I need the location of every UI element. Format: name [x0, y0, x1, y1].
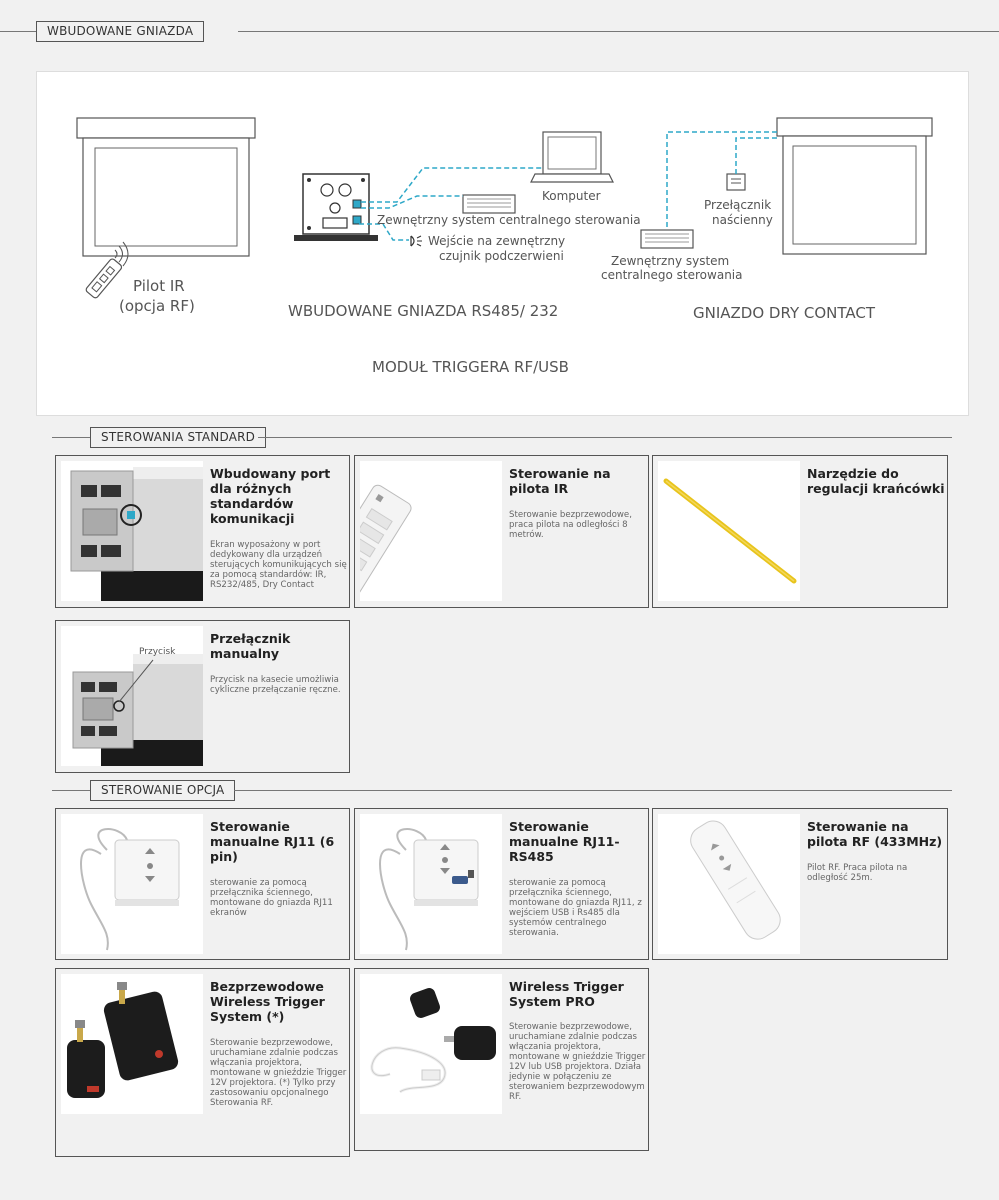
- card-description: Pilot RF. Praca pilota na odległość 25m.: [807, 863, 908, 883]
- wireless-trigger-icon: [61, 974, 203, 1114]
- computer-label: Komputer: [542, 189, 601, 203]
- button-callout-label: Przycisk: [139, 647, 176, 657]
- ir-remote-icon: [85, 258, 123, 299]
- projection-screen-right-icon: [777, 118, 932, 254]
- central-control-box-icon: [463, 195, 515, 213]
- product-card-rj11-rs485: [354, 808, 649, 960]
- product-card-limit-tool: [652, 455, 948, 608]
- product-image: [360, 461, 502, 601]
- product-image: [360, 974, 502, 1114]
- section-divider: [52, 437, 90, 438]
- product-image: [658, 461, 800, 601]
- projection-screen-left-icon: [77, 118, 255, 256]
- wall-switch-rs485-icon: [360, 814, 502, 954]
- product-image: [61, 814, 203, 954]
- wall-switch-label: Przełącznik: [704, 198, 772, 212]
- card-title: Sterowanie na pilota IR: [509, 466, 611, 496]
- card-title: Narzędzie do regulacji krańcówki: [807, 466, 945, 496]
- section-title-opcja: STEROWANIE OPCJA: [90, 780, 235, 801]
- external-system-label: Zewnętrzny system centralnego sterowania: [377, 213, 641, 227]
- product-card-port: [55, 455, 350, 608]
- adjustment-tool-icon: [658, 461, 800, 601]
- external-system-2-label: Zewnętrzny system: [611, 254, 730, 268]
- product-image: [658, 814, 800, 954]
- section-title-gniazda: WBUDOWANE GNIAZDA: [36, 21, 204, 42]
- trigger-module-label: MODUŁ TRIGGERA RF/USB: [372, 358, 569, 376]
- card-title: Wbudowany port dla różnych standardów komunikacji: [210, 466, 331, 526]
- product-image: [61, 626, 203, 766]
- wall-switch-rj11-icon: [61, 814, 203, 954]
- section-divider: [258, 437, 952, 438]
- card-description: Ekran wyposażony w port dedykowany dla urządzeń sterujących komunikujących się za pomocą standardów: IR, RS232/485, Dry Contact: [210, 540, 347, 590]
- product-card-rf-remote: [652, 808, 948, 960]
- dry-contact-label: GNIAZDO DRY CONTACT: [693, 304, 876, 322]
- product-image: [61, 974, 203, 1114]
- card-title: Sterowanie manualne RJ11 (6 pin): [210, 819, 335, 864]
- rf-remote-control-icon: [658, 814, 800, 954]
- ir-sensor-label-2: czujnik podczerwieni: [439, 249, 564, 263]
- product-card-ir-remote: [354, 455, 649, 608]
- connection-diagram: [36, 71, 969, 416]
- product-card-manual-switch: [55, 620, 350, 773]
- card-description: Przycisk na kasecie umożliwia cykliczne przełączanie ręczne.: [210, 675, 341, 695]
- section-divider: [0, 31, 36, 32]
- product-image: [61, 461, 203, 601]
- section-title-standard: STEROWANIA STANDARD: [90, 427, 266, 448]
- wireless-trigger-pro-icon: [360, 974, 502, 1114]
- card-description: Sterowanie bezprzewodowe, uruchamiane zdalnie podczas włączania projektora, montowane w gnieździe Trigger 12V projektora. (*) Tylko przy zastosowaniu opcjonalnego Sterowania RF.: [210, 1038, 347, 1108]
- ir-remote-control-icon: [360, 461, 502, 601]
- card-title: Wireless Trigger System PRO: [509, 979, 624, 1009]
- wall-switch-icon: [727, 174, 745, 190]
- ir-sensor-label: Wejście na zewnętrzny: [428, 234, 566, 248]
- screen-case-port-icon: [61, 461, 203, 601]
- pilot-ir-label: Pilot IR: [133, 277, 185, 295]
- product-card-rj11: [55, 808, 350, 960]
- computer-icon: [531, 132, 613, 182]
- card-description: sterowanie za pomocą przełącznika ściennego, montowane do gniazda RJ11, z wejściem USB i Rs485 dla systemów centralnego sterowania.: [509, 878, 642, 938]
- pilot-rf-label: (opcja RF): [119, 297, 195, 315]
- section-divider: [52, 790, 90, 791]
- card-title: Bezprzewodowe Wireless Trigger System (*): [210, 979, 325, 1024]
- section-divider: [234, 790, 952, 791]
- product-image: [360, 814, 502, 954]
- card-title: Przełącznik manualny: [210, 631, 291, 661]
- product-card-wireless-trigger-pro: [354, 968, 649, 1151]
- section-divider: [238, 31, 999, 32]
- card-description: Sterowanie bezprzewodowe, praca pilota na odległości 8 metrów.: [509, 510, 632, 540]
- ir-sensor-icon: [411, 236, 422, 246]
- rs485-label: WBUDOWANE GNIAZDA RS485/ 232: [288, 302, 559, 320]
- screen-case-button-icon: [61, 626, 203, 766]
- external-system-2-label-2: centralnego sterowania: [601, 268, 743, 282]
- card-title: Sterowanie na pilota RF (433MHz): [807, 819, 943, 849]
- card-title: Sterowanie manualne RJ11-RS485: [509, 819, 620, 864]
- card-description: sterowanie za pomocą przełącznika ściennego, montowane do gniazda RJ11 ekranów: [210, 878, 333, 918]
- wall-switch-label-2: naścienny: [712, 213, 773, 227]
- card-description: Sterowanie bezprzewodowe, uruchamiane zdalnie podczas włączania projektora, montowane w gnieździe Trigger 12V lub USB projektora. Działa jedynie w połączeniu ze sterowaniem bezprzewodowym RF.: [509, 1022, 646, 1102]
- central-control-box-2-icon: [641, 230, 693, 248]
- product-card-wireless-trigger: [55, 968, 350, 1157]
